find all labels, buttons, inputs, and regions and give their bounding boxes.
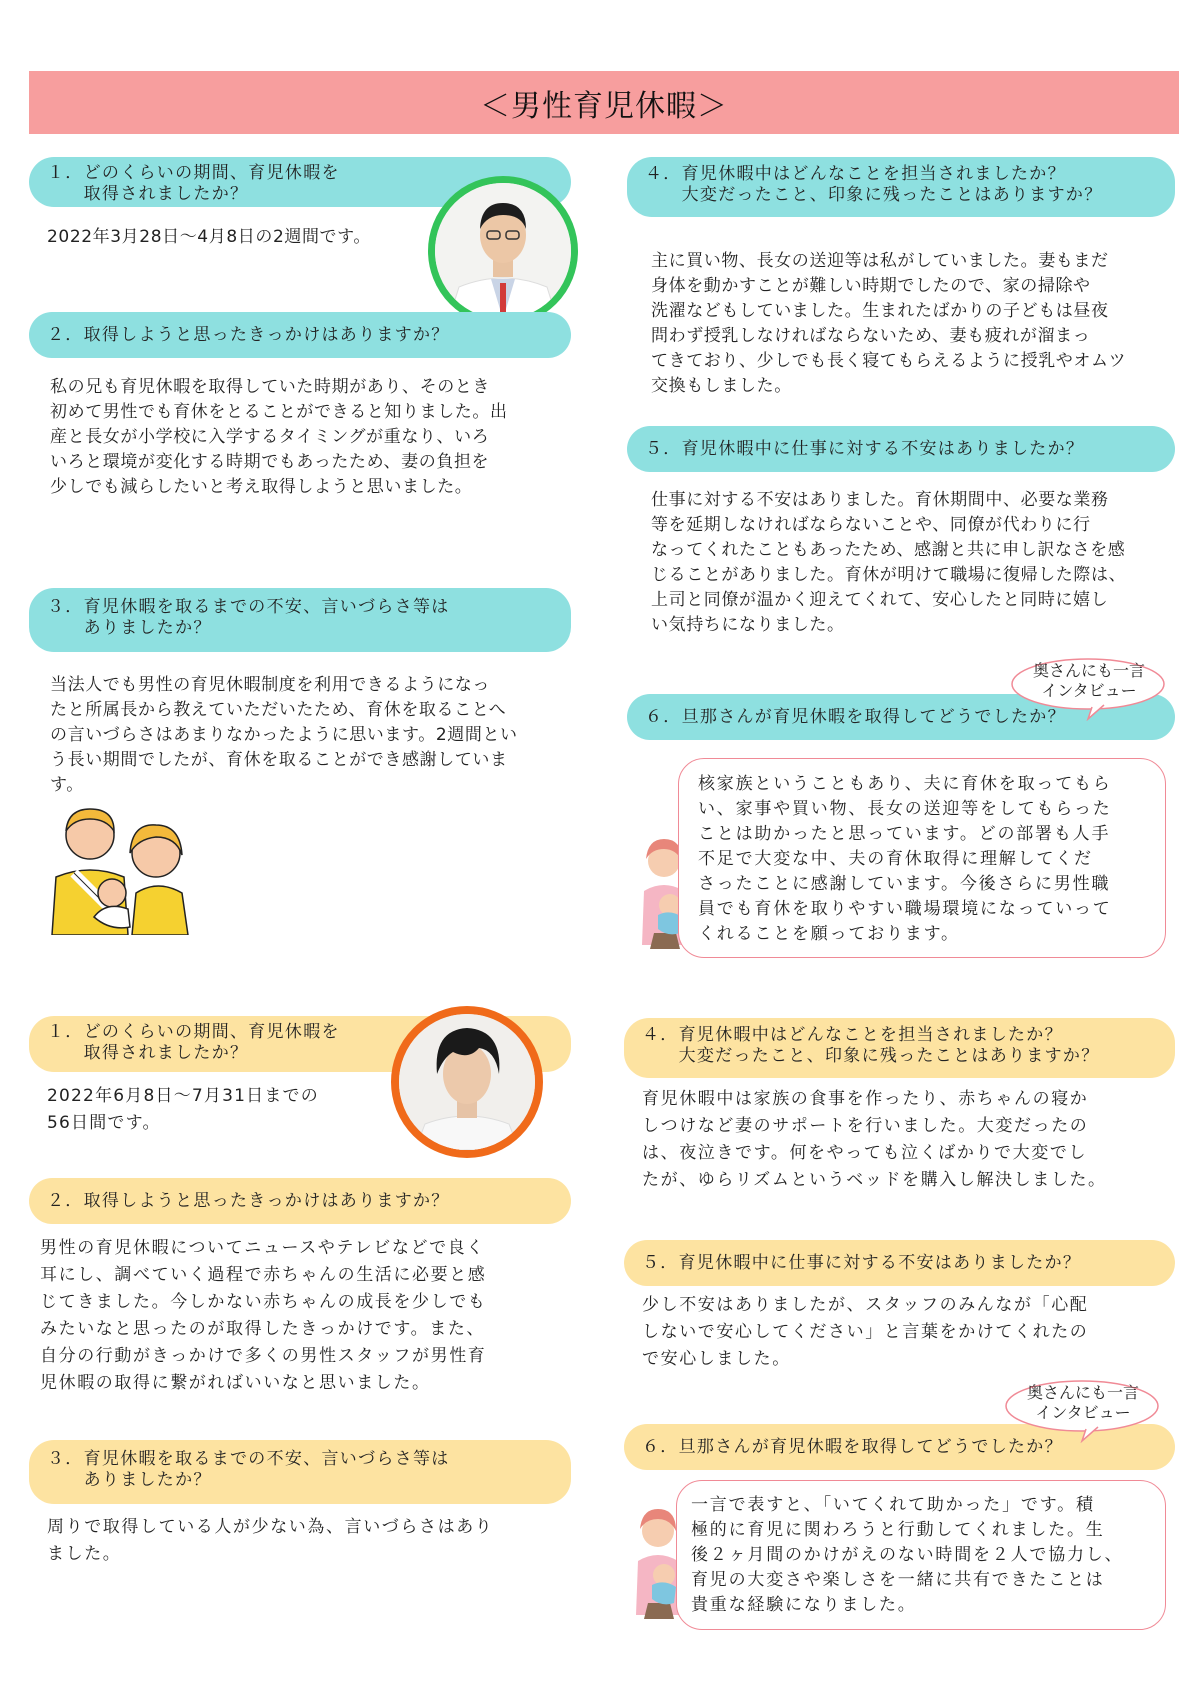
page-title: ＜男性育児休暇＞ (29, 71, 1179, 134)
s1-question-2: ２．取得しようと思ったきっかけはありますか？ (29, 312, 571, 358)
s1-question-5: ５．育児休暇中に仕事に対する不安はありましたか？ (627, 426, 1175, 472)
s1-question-3: ３．育児休暇を取るまでの不安、言いづらさ等は ありましたか？ (29, 588, 571, 652)
s2-wife-interview-tag (1002, 1377, 1162, 1431)
s2-answer-3: 周りで取得している人が少ない為、言いづらさはあり ました。 (47, 1517, 494, 1564)
s1-question-6: ６．旦那さんが育児休暇を取得してどうでしたか？ (627, 694, 1175, 740)
s1-answer-3: 当法人でも男性の育児休暇制度を利用できるようになっ たと所属長から教えていただいたため、育休を取ることへ の言いづらさはあまりなかったように思います。2週間とい う長い期間でしたが、育休を取ることができ感謝していま す。 (50, 675, 518, 795)
s2-wife-interview-tag-text: 奥さんにも一言 インタビュー (1026, 1383, 1139, 1422)
s2-question-6: ６．旦那さんが育児休暇を取得してどうでしたか？ (624, 1424, 1175, 1470)
s2-question-1: １．どのくらいの期間、育児休暇を 取得されましたか？ (29, 1016, 571, 1072)
s1-answer-4: 主に買い物、長女の送迎等は私がしていました。妻もまだ 身体を動かすことが難しい時期でしたので、家の掃除や 洗濯などもしていました。生まれたばかりの子どもは昼夜 問わず授乳しなければならないため、妻も疲れが溜まっ てきており、少しでも長く寝てもらえるように授乳やオムツ 交換もしました。 (651, 251, 1127, 396)
s2-question-4: ４．育児休暇中はどんなことを担当されましたか？ 大変だったこと、印象に残ったことはありますか？ (624, 1018, 1175, 1078)
s2-answer-1: 2022年6月8日～7月31日までの 56日間です。 (47, 1086, 319, 1133)
s1-wife-interview-tag (1008, 655, 1168, 709)
s2-answer-2: 男性の育児休暇についてニュースやテレビなどで良く 耳にし、調べていく過程で赤ちゃんの生活に必要と感 じてきました。今しかない赤ちゃんの成長を少しでも みたいなと思ったのが取得したきっかけです。また、 自分の行動がきっかけで多くの男性スタッフが男性育 児休暇の取得に繋がればいいなと思いました。 (40, 1238, 487, 1393)
s1-question-1: １．どのくらいの期間、育児休暇を 取得されましたか？ (29, 157, 571, 207)
family-illustration (50, 805, 195, 935)
s1-answer-5: 仕事に対する不安はありました。育休期間中、必要な業務 等を延期しなければならないことや、同僚が代わりに行 なってくれたこともあったため、感謝と共に申し訳なさを感 じることがありました。育休が明けて職場に復帰した際は、 上司と同僚が温かく迎えてくれて、安心したと同時に嬉し い気持ちになりました。 (651, 490, 1127, 635)
s1-staff-photo (428, 176, 578, 326)
s2-question-5: ５．育児休暇中に仕事に対する不安はありましたか？ (624, 1240, 1175, 1286)
s1-wife-answer-bubble (678, 758, 1166, 958)
s2-question-2: ２．取得しようと思ったきっかけはありますか？ (29, 1178, 571, 1224)
s1-answer-6: 核家族ということもあり、夫に育休を取ってもら い、家事や買い物、長女の送迎等をしてもらった ことは助かったと思っています。どの部署も人手 不足で大変な中、夫の育休取得に理解してくだ さったことに感謝しています。今後さらに男性職 員でも育休を取りやすい職場環境になっていって くれることを願っております。 (698, 774, 1112, 944)
s1-wife-interview-tag-text: 奥さんにも一言 インタビュー (1032, 661, 1145, 700)
s2-answer-5: 少し不安はありましたが、スタッフのみんなが「心配 しないで安心してください」と言葉をかけてくれたの で安心しました。 (642, 1295, 1089, 1369)
s2-wife-answer-bubble (676, 1480, 1166, 1630)
s1-answer-2: 私の兄も育児休暇を取得していた時期があり、そのとき 初めて男性でも育休をとることができると知りました。出 産と長女が小学校に入学するタイミングが重なり、いろ いろと環境が変化する時期でもあったため、妻の負担を 少しでも減らしたいと考え取得しようと思いました。 (50, 377, 508, 497)
s1-question-4: ４．育児休暇中はどんなことを担当されましたか？ 大変だったこと、印象に残ったことはありますか？ (627, 157, 1175, 217)
s2-staff-photo (391, 1006, 543, 1158)
s1-answer-1: 2022年3月28日～4月8日の2週間です。 (47, 227, 371, 247)
s2-answer-6: 一言で表すと、「いてくれて助かった」です。積 極的に育児に関わろうと行動してくれました。生 後２ヶ月間のかけがえのない時間を２人で協力し、 育児の大変さや楽しさを一緒に共有できたことは 貴重な経験になりました。 (691, 1495, 1124, 1615)
s2-answer-4: 育児休暇中は家族の食事を作ったり、赤ちゃんの寝か しつけなど妻のサポートを行いました。大変だったの は、夜泣きです。何をやっても泣くばかりで大変でし たが、ゆらリズムというベッドを購入し解決しました。 (642, 1089, 1107, 1190)
s2-question-3: ３．育児休暇を取るまでの不安、言いづらさ等は ありましたか？ (29, 1440, 571, 1504)
